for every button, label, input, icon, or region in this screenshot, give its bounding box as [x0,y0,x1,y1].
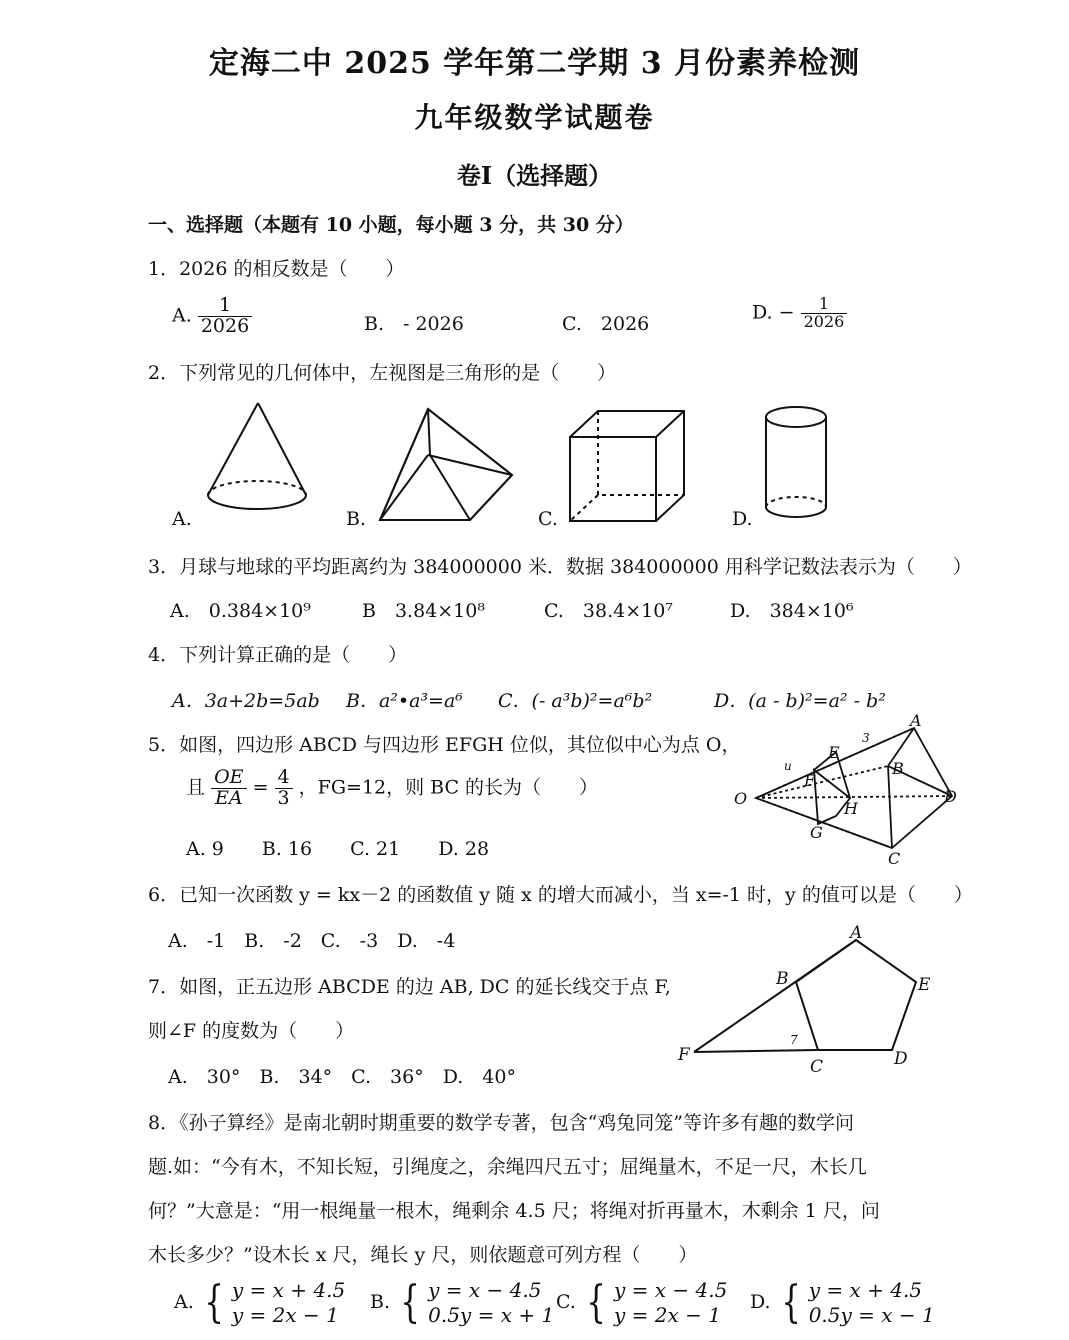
q5-label-h: H [844,799,858,818]
q7-label-a: A [850,923,863,943]
q8-option-c [556,1278,727,1328]
cone-figure [208,403,306,509]
q8-c-eq2: y = 2x − 1 [614,1303,721,1327]
q1-a-label: A. [172,304,192,327]
prism-figure [380,409,512,520]
q5-figure [726,712,966,872]
q6-stem: 6．已知一次函数 y = kx－2 的函数值 y 随 x 的增大而减小，当 x=-1 时，y 的值可以是（ ） [148,884,973,906]
q1-stem: 1．2026 的相反数是（ ） [148,258,405,280]
q8-d-brace: { [780,1277,801,1328]
q3-stem: 3．月球与地球的平均距离约为 384000000 米．数据 384000000 用科学记数法表示为（ ） [148,556,972,578]
q1-d-label: D. [752,301,773,324]
q8-b-label: B. [370,1291,391,1313]
q7-label-b: B [776,969,789,989]
q5-cond-pre: 且 [186,776,206,799]
q7-label-d: D [894,1049,908,1069]
q8-b-eq1: y = x − 4.5 [428,1278,542,1302]
q8-a-brace: { [204,1277,224,1328]
q1-option-d [752,296,847,331]
q7-label-e: E [918,975,931,995]
q3-option-b: B 3.84×10⁸ [362,600,485,622]
q6-options: A. -1 B. -2 C. -3 D. -4 [168,930,456,952]
q5-label-a: A [910,712,922,730]
q5-label-c: C [888,849,901,868]
q8-line1: 8．《孙子算经》是南北朝时期重要的数学专著，包含“鸡兔同笼”等许多有趣的数学问 [148,1112,855,1134]
q7-label-c: C [810,1057,824,1077]
q8-b-brace: { [400,1277,420,1328]
cube-figure [570,411,684,521]
q5-mark-3: 3 [862,731,870,745]
q8-d-eq1: y = x + 4.5 [808,1278,923,1302]
q8-option-b [370,1278,554,1328]
q1-option-c: C. 2026 [562,313,650,335]
q5-label-b: B [892,759,904,778]
q5-condition [186,768,598,809]
q7-stem: 7．如图，正五边形 ABCDE 的边 AB, DC 的延长线交于点 F, [148,976,671,998]
q5-label-o: O [734,789,748,808]
q5-options: A. 9 B. 16 C. 21 D. 28 [186,838,490,860]
q8-option-a [174,1278,345,1328]
q2-option-a: A. [172,508,192,530]
q7-label-f: F [678,1045,690,1065]
q5-eq: = [252,776,269,799]
q5-mark-u: u [784,759,792,773]
q5-label-f: F [804,771,816,790]
quad-abcd [756,728,952,848]
q8-c-brace: { [586,1277,606,1328]
q5-label-d: D [944,787,957,806]
q3-option-a: A. 0.384×10⁹ [170,600,311,622]
volume-title: 卷Ⅰ（选择题） [456,161,613,190]
q8-line2: 题.如：“今有木，不知长短，引绳度之，余绳四尺五寸；屈绳量木，不足一尺，木长几 [148,1156,867,1178]
cylinder-figure [766,407,826,517]
q1-a-num: 1 [198,296,252,317]
q1-d-den: 2026 [803,311,845,331]
q8-a-eq2: y = 2x − 1 [231,1303,339,1327]
q7-options: A. 30° B. 34° C. 36° D. 40° [168,1066,516,1088]
exam-subtitle: 九年级数学试题卷 [414,101,655,134]
q4-option-c: C．(- a³b)²=a⁶b² [498,690,653,712]
q4-option-d: D．(a - b)²=a² - b² [714,690,886,712]
q8-a-label: A. [174,1291,194,1313]
q5-frac1-num: OE [211,768,246,789]
q8-c-label: C. [556,1291,576,1313]
q8-line3: 何？”大意是：“用一根绳量一根木，绳剩余 4.5 尺；将绳对折再量木，木剩余 1 尺，问 [148,1200,880,1222]
q1-d-sign: − [778,301,795,324]
q1-option-a [172,296,252,337]
q4-option-b: B．a²•a³=a⁶ [346,690,463,712]
q5-stem: 5．如图，四边形 ABCD 与四边形 EFGH 位似，其位似中心为点 O， [148,734,741,756]
q8-d-label: D. [750,1291,771,1313]
q8-option-d [750,1278,935,1328]
q5-label-e: E [828,743,840,762]
q7-stem2: 则∠F 的度数为（ ） [148,1020,355,1042]
exam-title: 定海二中 2025 学年第二学期 3 月份素养检测 [208,46,861,81]
q4-option-a: A．3a+2b=5ab [172,690,320,712]
q1-option-b: B. - 2026 [364,313,464,335]
q1-d-num: 1 [801,296,848,314]
q2-stem: 2．下列常见的几何体中，左视图是三角形的是（ ） [148,362,617,384]
section-heading: 一、选择题（本题有 10 小题，每小题 3 分，共 30 分） [148,214,634,236]
q7-figure [672,922,942,1080]
q7-mark: 7 [790,1033,798,1047]
q2-option-b: B. [346,508,367,530]
q2-option-c: C. [538,508,558,530]
q4-stem: 4．下列计算正确的是（ ） [148,644,408,666]
q5-label-g: G [810,823,823,842]
q8-b-eq2: 0.5y = x + 1 [428,1303,555,1327]
q5-cond-post: ，FG=12，则 BC 的长为（ ） [298,776,599,799]
q3-option-d: D. 384×10⁶ [730,600,854,622]
q8-a-eq1: y = x + 4.5 [231,1278,346,1302]
q5-frac2-num: 4 [275,768,293,789]
q2-option-d: D. [732,508,753,530]
q5-frac2-den: 3 [277,786,290,809]
q8-line4: 木长多少？”设木长 x 尺，绳长 y 尺，则依题意可列方程（ ） [148,1244,698,1266]
q5-frac1-den: EA [214,786,243,809]
pentagon-abcde [796,940,916,1050]
q8-c-eq1: y = x − 4.5 [614,1278,728,1302]
q8-d-eq2: 0.5y = x − 1 [808,1303,935,1327]
q1-a-den: 2026 [200,314,250,337]
q3-option-c: C. 38.4×10⁷ [544,600,673,622]
